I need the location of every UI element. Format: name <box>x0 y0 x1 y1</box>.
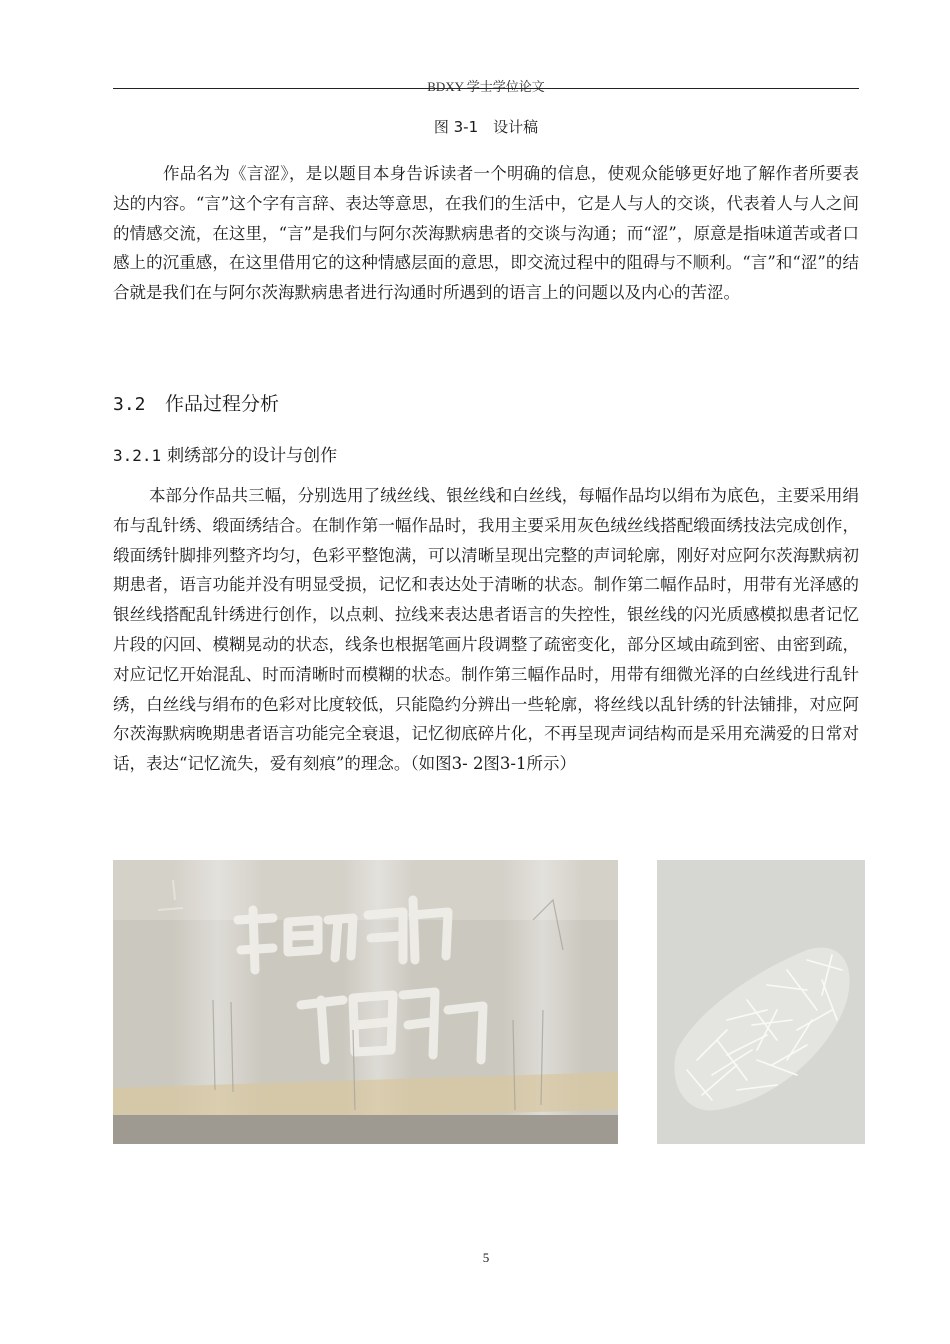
subsection-number: 3.2.1 <box>113 446 162 465</box>
section-heading <box>113 389 279 416</box>
subsection-heading <box>113 441 337 466</box>
paragraph-embroidery-description: 本部分作品共三幅，分别选用了绒丝线、银丝线和白丝线，每幅作品均以绢布为底色，主要采用绢布与乱针绣、缎面绣结合。在制作第一幅作品时，我用主要采用灰色绒丝线搭配缎面绣技法完成创作，缎面绣针脚排列整齐均匀，色彩平整饱满，可以清晰呈现出完整的声词轮廓，刚好对应阿尔茨海默病初期患者，语言功能并没有明显受损，记忆和表达处于清晰的状态。制作第二幅作品时，用带有光泽感的银丝线搭配乱针绣进行创作，以点刺、拉线来表达患者语言的失控性，银丝线的闪光质感模拟患者记忆片段的闪回、模糊晃动的状态，线条也根据笔画片段调整了疏密变化，部分区域由疏到密、由密到疏，对应记忆开始混乱、时而清晰时而模糊的状态。制作第三幅作品时，用带有细微光泽的白丝线进行乱针绣，白丝线与绢布的色彩对比度较低，只能隐约分辨出一些轮廓，将丝线以乱针绣的针法铺排，对应阿尔茨海默病晚期患者语言功能完全衰退，记忆彻底碎片化，不再呈现声词结构而是采用充满爱的日常对话，表达“记忆流失，爱有刻痕”的理念。（如图3- 2图3-1所示） <box>113 486 859 774</box>
embroidery-photo-random-stitch <box>657 860 865 1144</box>
header-rule <box>113 88 859 89</box>
page-number: 5 <box>482 1250 490 1265</box>
section-title: 作品过程分析 <box>165 393 280 415</box>
running-header: BDXY 学士学位论文 <box>427 79 545 94</box>
paragraph-title-explanation: 作品名为《言涩》，是以题目本身告诉读者一个明确的信息，使观众能够更好地了解作者所要表达的内容。“言”这个字有言辞、表达等意思，在我们的生活中，它是人与人的交谈，代表着人与人之间的情感交流，在这里，“言”是我们与阿尔茨海默病患者的交谈与沟通；而“涩”，原意是指味道苦或者口感上的沉重感，在这里借用它的这种情感层面的意思，即交流过程中的阻碍与不顺利。“言”和“涩”的结合就是我们在与阿尔茨海默病患者进行沟通时所遇到的语言上的问题以及内心的苦涩。 <box>113 164 859 303</box>
embroidery-photo-satin-drawing <box>113 860 618 1144</box>
embroidery-photo-satin <box>113 860 618 1144</box>
section-number: 3.2 <box>113 394 146 415</box>
figure-caption: 图 3-1 设计稿 <box>433 118 539 136</box>
subsection-title: 刺绣部分的设计与创作 <box>167 446 338 466</box>
embroidery-photo-random-stitch-drawing <box>657 860 865 1144</box>
